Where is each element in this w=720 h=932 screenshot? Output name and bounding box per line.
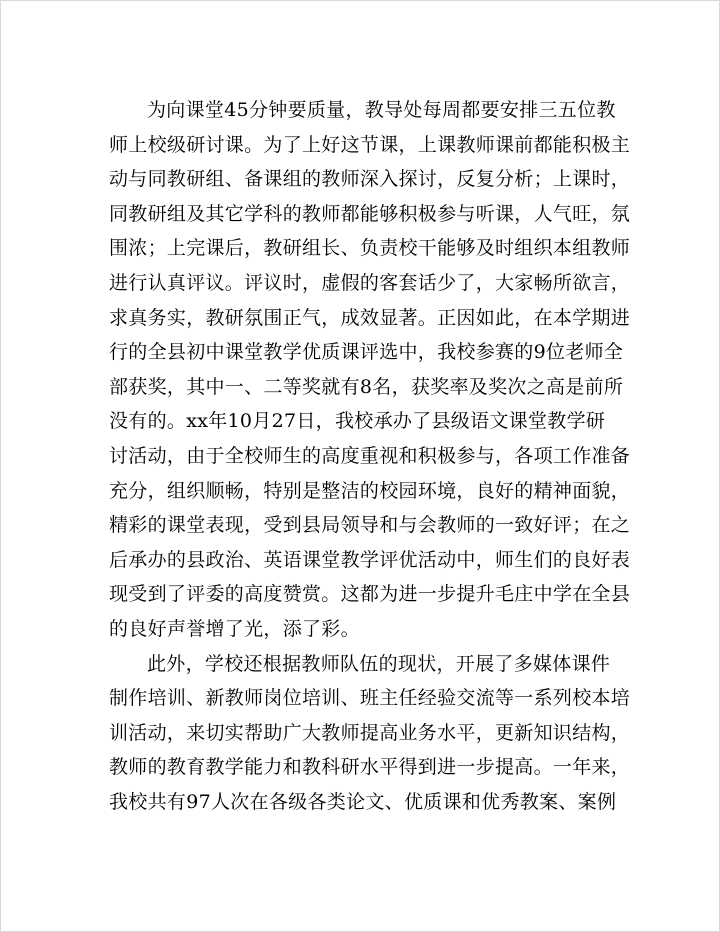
text-line: 的良好声誉增了光，添了彩。: [109, 617, 360, 640]
text-line: 精彩的课堂表现，受到县局领导和与会教师的一致好评；在之: [109, 514, 631, 537]
text-line: 充分，组织顺畅，特别是整洁的校园环境，良好的精神面貌，: [109, 479, 631, 502]
text-line: 此外，学校还根据教师队伍的现状，开展了多媒体课件: [147, 652, 611, 675]
text-line: 师上校级研讨课。为了上好这节课，上课教师课前都能积极主: [109, 133, 631, 156]
text-line: 现受到了评委的高度赞赏。这都为进一步提升毛庄中学在全县: [109, 583, 631, 606]
text-line: 行的全县初中课堂教学优质课评选中，我校参赛的9位老师全: [109, 341, 624, 364]
text-line: 我校共有97人次在各级各类论文、优质课和优秀教案、案例: [109, 790, 617, 813]
text-line: 围浓；上完课后，教研组长、负责校干能够及时组织本组教师: [109, 237, 631, 260]
text-line: 没有的。xx年10月27日，我校承办了县级语文课堂教学研: [109, 410, 606, 433]
text-line: 后承办的县政治、英语课堂教学评优活动中，师生们的良好表: [109, 548, 631, 571]
paragraph-2: [109, 647, 631, 820]
text-line: 讨活动，由于全校师生的高度重视和积极参与，各项工作准备: [109, 444, 631, 467]
text-line: 同教研组及其它学科的教师都能够积极参与听课，人气旺，氛: [109, 202, 631, 225]
text-line: 部获奖，其中一、二等奖就有8名，获奖率及奖次之高是前所: [109, 375, 624, 398]
text-line: 教师的教育教学能力和教科研水平得到进一步提高。一年来，: [109, 756, 631, 779]
text-line: 进行认真评议。评议时，虚假的客套话少了，大家畅所欲言，: [109, 271, 631, 294]
text-line: 为向课堂45分钟要质量，教导处每周都要安排三五位教: [147, 99, 616, 121]
text-line: 求真务实，教研氛围正气，成效显著。正因如此，在本学期进: [109, 306, 631, 329]
text-line: 训活动，来切实帮助广大教师提高业务水平，更新知识结构，: [109, 721, 631, 744]
paragraph-1: [109, 93, 631, 647]
document-body: [109, 93, 631, 819]
text-line: 动与同教研组、备课组的教师深入探讨，反复分析；上课时，: [109, 168, 631, 191]
text-line: 制作培训、新教师岗位培训、班主任经验交流等一系列校本培: [109, 687, 631, 710]
